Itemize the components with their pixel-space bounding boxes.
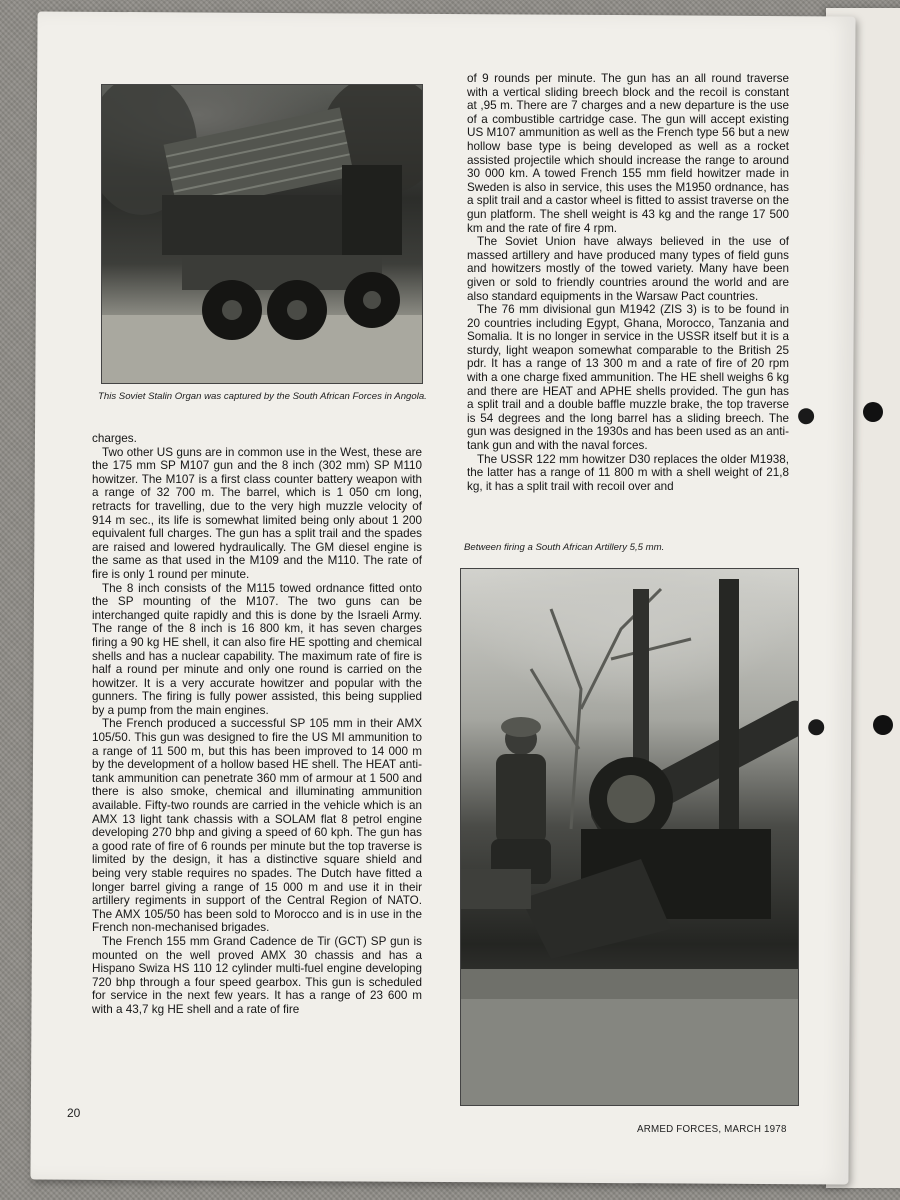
paragraph: The French 155 mm Grand Cadence de Tir (GCT) SP gun is mounted on the well proved AMX 30 chassis and has a Hispano Swiza HS 110 12 cylinder multi-fuel engine developing 720 bhp through a four speed gearbox. This gun is scheduled for service in the next few years. It has a range of 23 600 m with a 43,7 kg HE shell and a rate of fire — [92, 934, 422, 1016]
paragraph: charges. — [92, 432, 137, 445]
figure-caption-2: Between firing a South African Artillery 5,5 mm. — [464, 542, 665, 553]
right-text-column — [467, 72, 789, 493]
left-text-column — [92, 432, 422, 1017]
artillery-photo — [460, 568, 799, 1106]
paragraph: The French produced a successful SP 105 mm in their AMX 105/50. This gun was designed to fire the US MI ammunition to a range of 11 500 m, but this has been improved to 14 000 m by the development of a hollow based HE shell. The HEAT anti-tank ammunition can penetrate 360 mm of armour at 1 500 and there is also smoke, chemical and illuminating ammunition available. Fifty-two rounds are carried in the vehicle which is an AMX 13 light tank chassis with a SOLAM flat 8 petrol engine developing 270 bhp and giving a speed of 60 kph. The gun has a good rate of fire of 6 rounds per minute but the top traverse is limited by the design, it has a distinctive square shield and being very stable requires no spades. The Dutch have fitted a longer barrel giving a range of 15 000 m and use it in their artillery regiments in support of the Central Region of NATO. The AMX 105/50 has been sold to Morocco and is in use in the French non-mechanised brigades. — [92, 717, 422, 935]
rocket-launcher-illustration — [102, 85, 422, 383]
paragraph: The USSR 122 mm howitzer D30 replaces the older M1938, the latter has a range of 11 800 m with a shell weight of 21,8 kg, it has a split trail with recoil over and — [467, 452, 789, 493]
binder-hole — [863, 402, 883, 422]
paragraph: The Soviet Union have always believed in the use of massed artillery and have produced many types of field guns and howitzers mostly of the towed variety. Many have been given or sold to friendly countries around the world and are also standard equipments in the Warsaw Pact countries. — [467, 235, 789, 303]
paragraph: of 9 rounds per minute. The gun has an all round traverse with a vertical sliding breech block and the recoil is constant at ,95 m. There are 7 charges and a new departure is the use of a combustible cartridge case. The gun will accept existing US M107 ammunition as well as the French type 56 but a new hollow base type is being developed as well as a rocket assisted projectile which should increase the range to around 30 000 km. A towed French 155 mm field howitzer made in Sweden is also in service, this uses the M1950 ordnance, has a split trail and a castor wheel is fitted to assist traverse on the gun platform. The shell weight is 43 kg and the range 17 500 km and the rate of fire 4 rpm. — [467, 72, 789, 235]
artillery-illustration — [461, 569, 798, 1105]
figure-caption-1: This Soviet Stalin Organ was captured by the South African Forces in Angola. — [98, 391, 427, 402]
binder-hole — [873, 715, 893, 735]
binder-hole — [808, 719, 824, 735]
paragraph: Two other US guns are in common use in the West, these are the 175 mm SP M107 gun and the 8 inch (302 mm) SP M110 howitzer. The M107 is a first class counter battery weapon with a range of 32 700 m. The barrel, which is 1 050 cm long, retracts for travelling, due to the very high muzzle velocity of 914 m sec., its life is somewhat limited being only about 1 200 equivalent full charges. The gun has a split trail and the spades are raised and lowered hydraulically. The GM diesel engine is the same as that used in the M109 and the M110. The rate of fire is only 1 round per minute. — [92, 445, 422, 581]
rocket-launcher-photo — [101, 84, 423, 384]
magazine-footer: ARMED FORCES, MARCH 1978 — [637, 1124, 787, 1135]
paragraph: The 76 mm divisional gun M1942 (ZIS 3) is to be found in 20 countries including Egypt, Ghana, Morocco, Tanzania and Somalia. It is no longer in service in the USSR itself but it is a sturdy, light weapon somewhat comparable to the British 25 pdr. It has a range of 13 300 m and a rate of fire of 20 rpm with a one charge fixed ammunition. The HE shell weighs 6 kg and there are HEAT and APHE shells provided. The gun has a split trail and a double baffle muzzle brake, the top traverse is 54 degrees and the long barrel has a sliding breech. The gun was designed in the 1930s and has been used as an anti-tank gun and with the naval forces. — [467, 303, 790, 453]
page-number: 20 — [67, 1106, 81, 1120]
paragraph: The 8 inch consists of the M115 towed ordnance fitted onto the SP mounting of the M107. The two guns can be interchanged quite rapidly and this is done by the Israeli Army. The range of the 8 inch is 16 800 km, it has seven charges firing a 90 kg HE shell, it can also fire HE spotting and chemical shells and has a nuclear capability. The maximum rate of fire is half a round per minute and only one round is carried on the howitzer. It is a very accurate howitzer and popular with the gunners. The firing is fully power assisted, this being supplied by a pump from the main engines. — [92, 581, 422, 717]
binder-hole — [798, 408, 814, 424]
